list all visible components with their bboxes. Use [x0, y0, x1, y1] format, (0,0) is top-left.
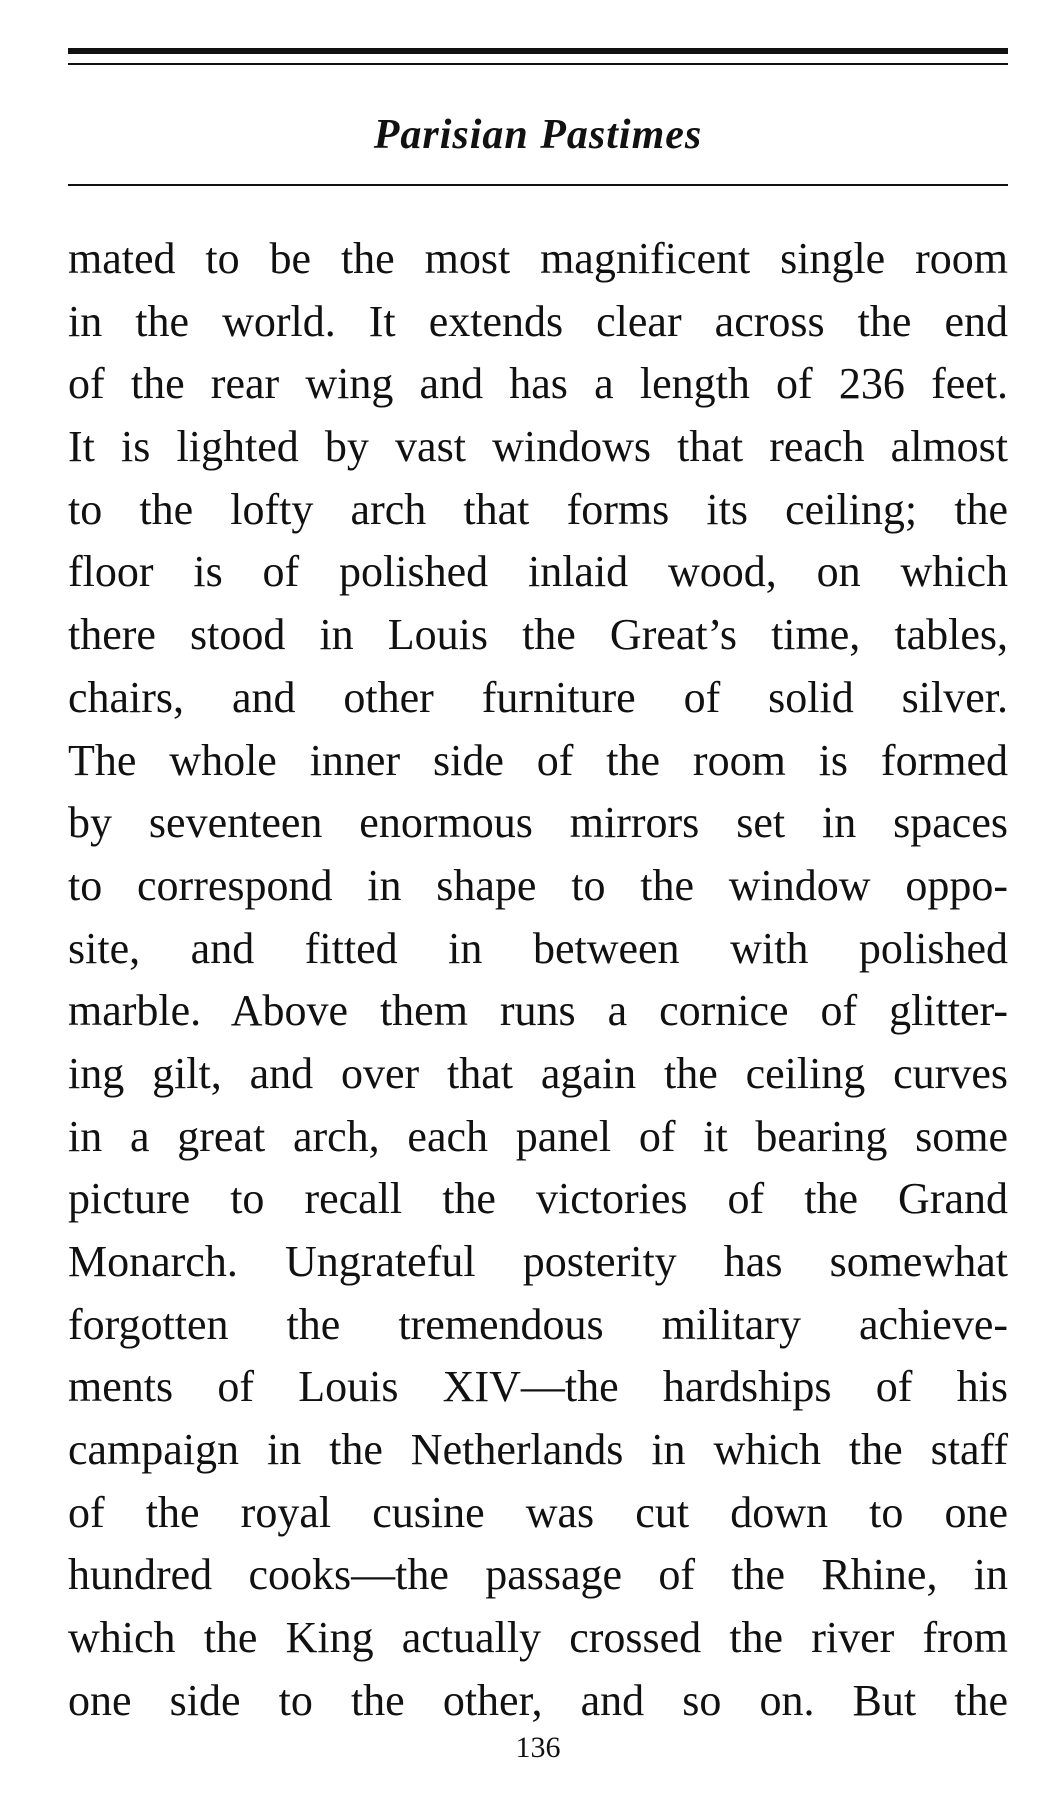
text-line: Monarch. Ungrateful posterity has somewhat — [68, 1237, 1008, 1286]
text-line: chairs, and other furniture of solid silver. — [68, 672, 1008, 722]
text-line: which the King actually crossed the river from — [68, 1613, 1008, 1663]
text-line: of the rear wing and has a length of 236 feet. — [68, 359, 1008, 409]
text-line: The whole inner side of the room is formed — [68, 735, 1008, 785]
text-line: there stood in Louis the Great’s time, tables, — [68, 610, 1008, 660]
text-line: campaign in the Netherlands in which the staff — [68, 1425, 1008, 1475]
text-line: in a great arch, each panel of it bearing some — [68, 1111, 1008, 1161]
text-line: hundred cooks—the passage of the Rhine, in — [68, 1550, 1008, 1600]
text-line: mated to be the most magnificent single room — [68, 234, 1008, 283]
top-double-rule-thick — [68, 48, 1008, 54]
text-line: ing gilt, and over that again the ceiling curves — [68, 1048, 1008, 1098]
text-line: to the lofty arch that forms its ceiling; the — [68, 484, 1008, 534]
text-line: It is lighted by vast windows that reach almost — [68, 422, 1008, 472]
text-line: floor is of polished inlaid wood, on which — [68, 547, 1008, 597]
running-head-rule — [68, 184, 1008, 186]
text-line: ments of Louis XIV—the hardships of his — [68, 1362, 1008, 1412]
text-line: of the royal cusine was cut down to one — [68, 1487, 1008, 1537]
running-head: Parisian Pastimes — [373, 112, 703, 158]
text-line: site, and fitted in between with polished — [68, 923, 1008, 973]
body-text — [68, 228, 1008, 1733]
text-line: marble. Above them runs a cornice of glitter- — [68, 986, 1008, 1036]
top-double-rule-thin — [68, 63, 1008, 65]
text-line: in the world. It extends clear across the end — [68, 296, 1008, 346]
text-line: forgotten the tremendous military achieve- — [68, 1299, 1008, 1349]
text-line: to correspond in shape to the window oppo- — [68, 860, 1008, 910]
page-number: 136 — [515, 1731, 561, 1764]
text-line: one side to the other, and so on. But the — [68, 1675, 1008, 1725]
text-line: by seventeen enormous mirrors set in spaces — [68, 798, 1008, 848]
text-line: picture to recall the victories of the Grand — [68, 1174, 1008, 1224]
